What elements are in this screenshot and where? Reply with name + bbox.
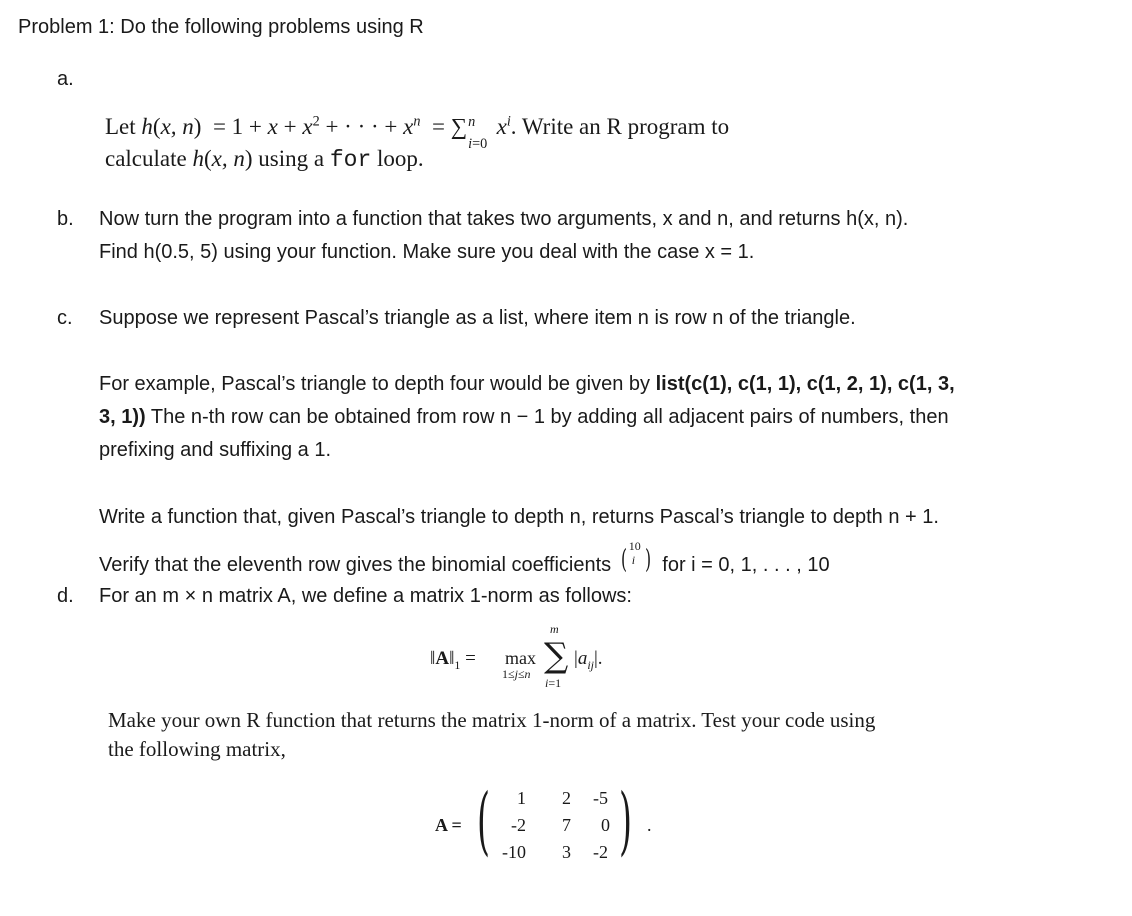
item-c-example-line3: prefixing and suffixing a 1. <box>99 439 332 461</box>
matrix-cell: 7 <box>562 815 571 835</box>
matrix-cell: 3 <box>562 842 571 862</box>
item-a-text-part: calculate <box>105 146 193 171</box>
item-c-example-line2 <box>99 406 949 429</box>
matrix-label: A = <box>435 815 462 835</box>
matrix-cell: 2 <box>562 788 571 808</box>
matrix-left-paren: ( <box>477 778 490 864</box>
matrix-A <box>435 778 655 868</box>
item-d-label: d. <box>57 585 74 607</box>
math-h-definition: Let h(x, $n) = 1 + x + x^2$ + · · · + $x^n$ = ∑ n i=0 $x^i$ <box>105 113 511 152</box>
math-h-xn: h(x, n) <box>192 146 253 171</box>
item-c-write: Write a function that, given Pascal’s triangle to depth n, returns Pascal’s triangle to depth n + 1. <box>99 506 939 528</box>
matrix-right-paren: ) <box>619 778 632 864</box>
pascal-list-code: list(c(1), c(1, 1), c(1, 2, 1), c(1, 3, <box>655 373 955 395</box>
item-b-line1: Now turn the program into a function that takes two arguments, x and n, and returns h(x, n). <box>99 208 909 230</box>
item-c-text: The n-th row can be obtained from row n − 1 by adding all adjacent pairs of numbers, then <box>145 406 949 428</box>
item-c-text: For example, Pascal’s triangle to depth four would be given by <box>99 373 656 395</box>
item-b-label: b. <box>57 208 74 230</box>
matrix-period: . <box>647 815 652 835</box>
item-a-label: a. <box>57 68 74 90</box>
item-c-verify <box>99 539 830 577</box>
item-b-line2: Find h(0.5, 5) using your function. Make sure you deal with the case x = 1. <box>99 241 755 263</box>
item-a-text: . Write an R program to <box>510 114 730 139</box>
page-title: Problem 1: Do the following problems using R <box>18 16 424 38</box>
matrix-cell: -10 <box>502 842 526 862</box>
item-a-line2 <box>105 146 424 173</box>
item-d-intro: For an m × n matrix A, we define a matrix 1-norm as follows: <box>99 585 632 607</box>
item-a-text-part: using a <box>252 146 330 171</box>
matrix-cell: 0 <box>601 815 610 835</box>
item-a-text-part: loop. <box>371 146 424 171</box>
item-c-example-line1 <box>99 373 955 396</box>
matrix-cell: -5 <box>593 788 608 808</box>
item-c-label: c. <box>57 307 73 329</box>
matrix-cell: 1 <box>517 788 526 808</box>
matrix-cell: -2 <box>593 842 608 862</box>
item-c-intro: Suppose we represent Pascal’s triangle as a list, where item n is row n of the triangle. <box>99 307 856 329</box>
item-a-line1 <box>105 113 730 152</box>
binomial-coefficient: ( 10 i ) <box>620 539 651 575</box>
item-d-text1: Make your own R function that returns the matrix 1-norm of a matrix. Test your code using <box>108 708 876 732</box>
norm-formula: $‖A‖_1$ = max 1≤j≤n ∑ m i=1 $|a_{ij}|$. <box>430 622 603 690</box>
item-d-text2: the following matrix, <box>108 737 286 761</box>
matrix-cell: -2 <box>511 815 526 835</box>
item-c-verify-range: for i = 0, 1, . . . , 10 <box>662 554 830 576</box>
code-for: for <box>329 147 372 173</box>
pascal-list-code-end: 3, 1)) <box>99 406 146 428</box>
item-c-verify-text: Verify that the eleventh row gives the binomial coefficients <box>99 554 612 576</box>
